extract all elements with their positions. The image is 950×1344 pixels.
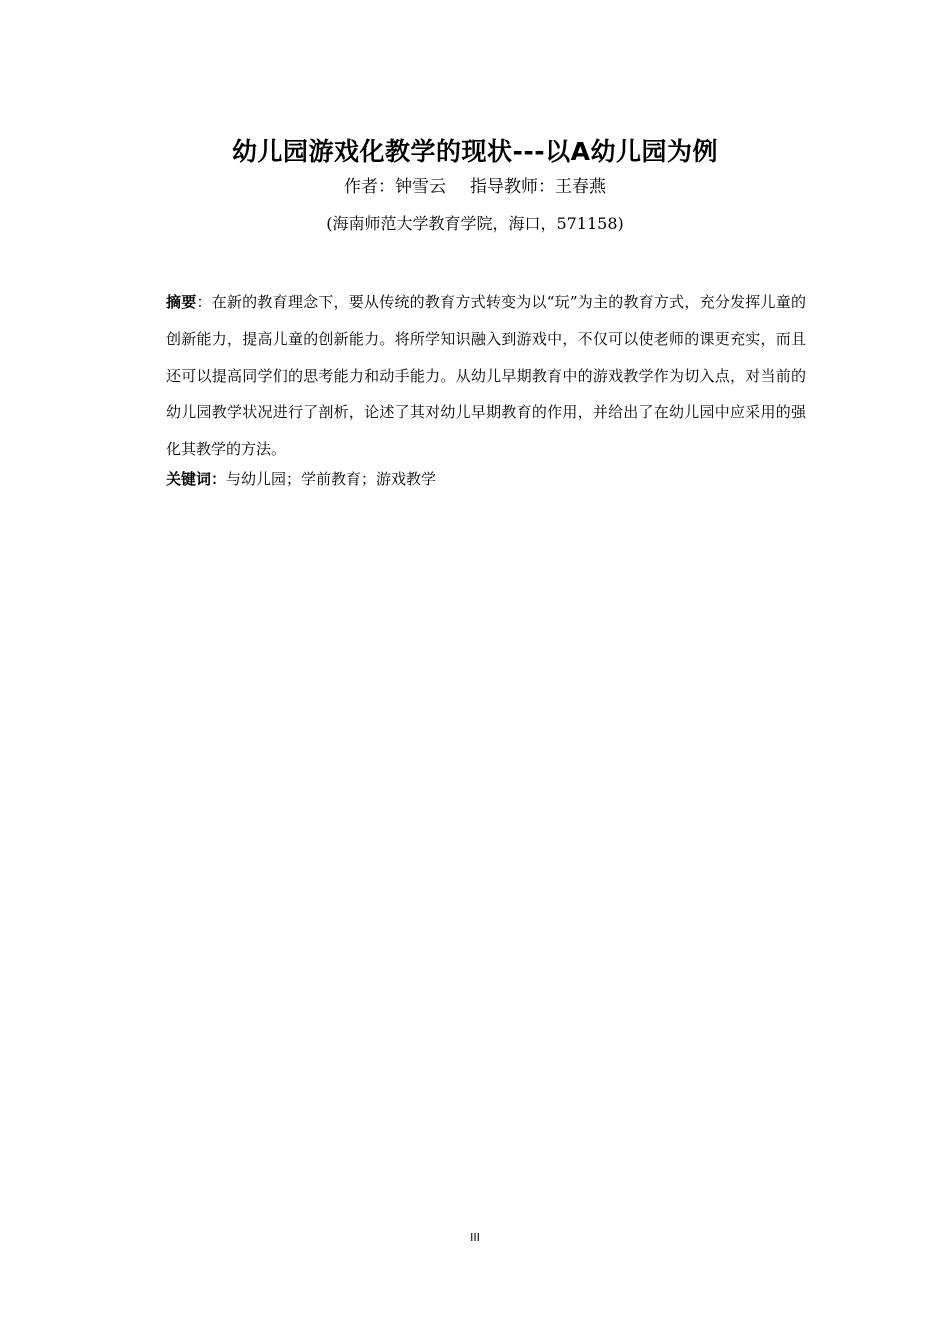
- affiliation: (海南师范大学教育学院，海口，571158): [326, 214, 624, 233]
- abstract-colon: ：: [196, 293, 212, 311]
- keywords-line: [166, 466, 806, 492]
- keywords-text: 与幼儿园；学前教育；游戏教学: [226, 470, 437, 488]
- abstract-label: 摘要: [166, 293, 197, 311]
- author-line: [0, 175, 950, 199]
- keywords-label: 关键词：: [166, 470, 227, 488]
- document-title: 幼儿园游戏化教学的现状---以A幼儿园为例: [232, 137, 718, 166]
- page-number: III: [470, 1231, 480, 1244]
- abstract-text: 在新的教育理念下，要从传统的教育方式转变为以“玩”为主的教育方式，充分发挥儿童的创新能力，提高儿童的创新能力。将所学知识融入到游戏中，不仅可以使老师的课更充实，而且还可以提高同学们的思考能力和动手能力。从幼儿早期教育中的游戏教学作为切入点，对当前的幼儿园教学状况进行了剖析，论述了其对幼儿早期教育的作用，并给出了在幼儿园中应采用的强化其教学的方法。: [166, 293, 806, 459]
- abstract-paragraph: [166, 284, 806, 468]
- advisor-name: 指导教师：王春燕: [470, 177, 606, 197]
- author-name: 作者：钟雪云: [344, 177, 446, 197]
